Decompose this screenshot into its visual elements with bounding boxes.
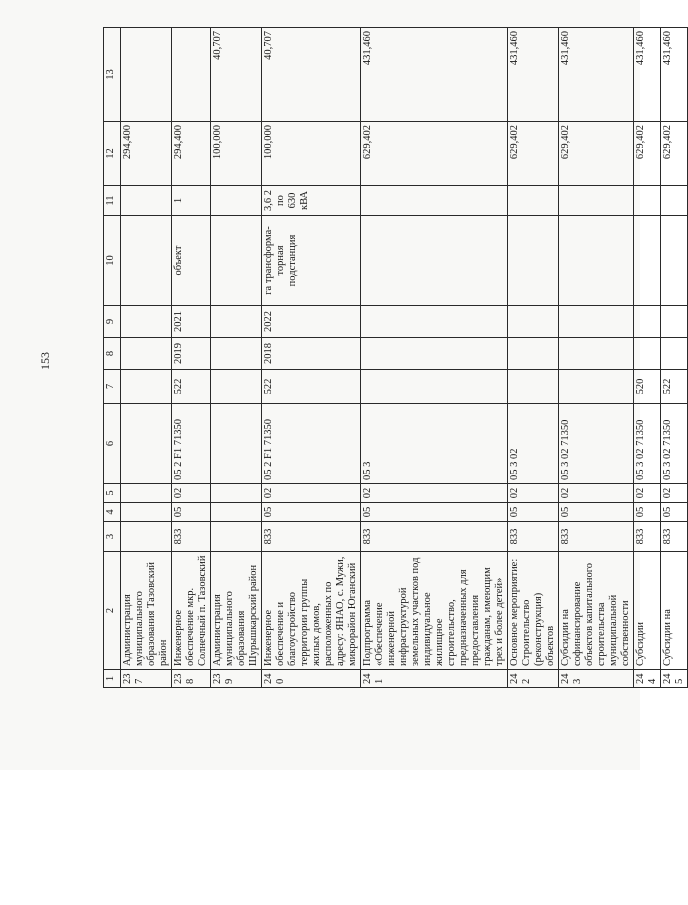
cell-capacity xyxy=(508,186,559,216)
cell-start-year xyxy=(661,338,688,370)
cell-end-year xyxy=(361,306,508,338)
table-row xyxy=(508,28,559,688)
row-name: Администрация муниципального образования Шурышкарский район xyxy=(211,552,262,670)
row-number: 242 xyxy=(508,670,559,688)
cell-end-year xyxy=(559,306,634,338)
cell-end-year xyxy=(661,306,688,338)
row-number: 241 xyxy=(361,670,508,688)
cell-target-code: 05 2 F1 71350 xyxy=(172,404,211,484)
column-header: 8 xyxy=(104,338,121,370)
cell-amount-2: 40,707 xyxy=(262,28,361,122)
cell-grbs: 833 xyxy=(361,522,508,552)
cell-start-year xyxy=(361,338,508,370)
cell-amount-2: 431,460 xyxy=(361,28,508,122)
row-number: 238 xyxy=(172,670,211,688)
row-name: Подпрограмма «Обеспечение инженерной инфраструктурой земельных участков под индивидуальное жилищное строительство, предназначенных для предоставления гражданам, имеющим трех и более детей» xyxy=(361,552,508,670)
column-header: 9 xyxy=(104,306,121,338)
cell-unit xyxy=(361,216,508,306)
column-header: 1 xyxy=(104,670,121,688)
column-header: 7 xyxy=(104,370,121,404)
budget-table xyxy=(103,27,688,688)
column-header: 5 xyxy=(104,484,121,503)
cell-section: 05 xyxy=(361,503,508,522)
cell-subsection: 02 xyxy=(361,484,508,503)
cell-amount-1: 629,402 xyxy=(361,122,508,186)
cell-capacity xyxy=(211,186,262,216)
cell-expense-type xyxy=(361,370,508,404)
cell-subsection: 02 xyxy=(559,484,634,503)
cell-grbs: 833 xyxy=(172,522,211,552)
cell-unit: объект xyxy=(172,216,211,306)
cell-section xyxy=(211,503,262,522)
cell-end-year: 2022 xyxy=(262,306,361,338)
row-name: Субсидии xyxy=(634,552,661,670)
cell-end-year xyxy=(508,306,559,338)
cell-unit xyxy=(559,216,634,306)
cell-capacity: 1 xyxy=(172,186,211,216)
cell-section: 05 xyxy=(661,503,688,522)
cell-subsection: 02 xyxy=(172,484,211,503)
cell-unit xyxy=(211,216,262,306)
cell-end-year: 2021 xyxy=(172,306,211,338)
row-name: Инженерное обеспечение мкр. Солнечный п. Тазовский xyxy=(172,552,211,670)
cell-target-code: 05 3 02 71350 xyxy=(661,404,688,484)
cell-expense-type xyxy=(121,370,172,404)
table-row xyxy=(634,28,661,688)
cell-expense-type xyxy=(559,370,634,404)
cell-section: 05 xyxy=(559,503,634,522)
cell-start-year xyxy=(559,338,634,370)
cell-subsection xyxy=(211,484,262,503)
table-row xyxy=(661,28,688,688)
cell-section: 05 xyxy=(634,503,661,522)
column-header: 2 xyxy=(104,552,121,670)
cell-amount-2: 431,460 xyxy=(508,28,559,122)
cell-end-year xyxy=(634,306,661,338)
cell-amount-1: 294,400 xyxy=(121,122,172,186)
cell-amount-1: 629,402 xyxy=(508,122,559,186)
cell-expense-type xyxy=(508,370,559,404)
cell-amount-2 xyxy=(121,28,172,122)
row-number: 240 xyxy=(262,670,361,688)
rotated-table-container xyxy=(103,28,685,688)
cell-grbs: 833 xyxy=(634,522,661,552)
cell-grbs: 833 xyxy=(262,522,361,552)
table-row xyxy=(361,28,508,688)
cell-capacity xyxy=(634,186,661,216)
cell-unit xyxy=(661,216,688,306)
cell-section: 05 xyxy=(262,503,361,522)
cell-amount-1: 294,400 xyxy=(172,122,211,186)
cell-section xyxy=(121,503,172,522)
cell-amount-1: 629,402 xyxy=(661,122,688,186)
cell-grbs: 833 xyxy=(661,522,688,552)
column-header: 13 xyxy=(104,28,121,122)
row-name: Инженерное обеспечение и благоустройство территории группы жилых домов, расположенных по адресу: ЯНАО, с. Мужи, микрорайон Юганский xyxy=(262,552,361,670)
cell-amount-2 xyxy=(172,28,211,122)
cell-unit xyxy=(634,216,661,306)
row-number: 239 xyxy=(211,670,262,688)
table-row xyxy=(121,28,172,688)
row-name: Основное мероприятие: Строительство (реконструкция) объектов xyxy=(508,552,559,670)
cell-section: 05 xyxy=(172,503,211,522)
page-number: 153 xyxy=(38,352,52,370)
cell-subsection: 02 xyxy=(262,484,361,503)
cell-amount-1: 629,402 xyxy=(634,122,661,186)
column-header: 6 xyxy=(104,404,121,484)
table-row xyxy=(211,28,262,688)
row-number: 244 xyxy=(634,670,661,688)
cell-capacity xyxy=(661,186,688,216)
cell-capacity xyxy=(559,186,634,216)
cell-amount-2: 431,460 xyxy=(559,28,634,122)
table-row xyxy=(262,28,361,688)
header-row xyxy=(104,28,121,688)
cell-end-year xyxy=(121,306,172,338)
table-row xyxy=(559,28,634,688)
cell-expense-type: 522 xyxy=(661,370,688,404)
row-name: Администрация муниципального образования Тазовский район xyxy=(121,552,172,670)
row-name: Субсидии на софинансирование объектов капитального строительства муниципальной собственности xyxy=(559,552,634,670)
cell-subsection: 02 xyxy=(661,484,688,503)
cell-subsection: 02 xyxy=(508,484,559,503)
column-header: 11 xyxy=(104,186,121,216)
cell-capacity xyxy=(121,186,172,216)
column-header: 12 xyxy=(104,122,121,186)
cell-target-code: 05 3 02 xyxy=(508,404,559,484)
cell-grbs xyxy=(211,522,262,552)
cell-unit: га трансформа-торная подстанция xyxy=(262,216,361,306)
cell-expense-type: 522 xyxy=(262,370,361,404)
cell-amount-2: 431,460 xyxy=(634,28,661,122)
cell-unit xyxy=(121,216,172,306)
cell-amount-1: 629,402 xyxy=(559,122,634,186)
cell-start-year xyxy=(508,338,559,370)
row-number: 245 xyxy=(661,670,688,688)
cell-start-year xyxy=(121,338,172,370)
cell-amount-1: 100,000 xyxy=(211,122,262,186)
cell-capacity: 3,6 2 по 630 кВА xyxy=(262,186,361,216)
row-number: 243 xyxy=(559,670,634,688)
cell-grbs xyxy=(121,522,172,552)
column-header: 4 xyxy=(104,503,121,522)
cell-subsection xyxy=(121,484,172,503)
cell-expense-type: 522 xyxy=(172,370,211,404)
cell-target-code: 05 3 02 71350 xyxy=(634,404,661,484)
cell-expense-type: 520 xyxy=(634,370,661,404)
column-header: 3 xyxy=(104,522,121,552)
cell-target-code: 05 2 F1 71350 xyxy=(262,404,361,484)
cell-end-year xyxy=(211,306,262,338)
cell-grbs: 833 xyxy=(508,522,559,552)
column-header: 10 xyxy=(104,216,121,306)
cell-start-year: 2019 xyxy=(172,338,211,370)
row-name: Субсидии на xyxy=(661,552,688,670)
row-number: 237 xyxy=(121,670,172,688)
cell-amount-2: 40,707 xyxy=(211,28,262,122)
cell-start-year xyxy=(634,338,661,370)
cell-grbs: 833 xyxy=(559,522,634,552)
cell-target-code xyxy=(211,404,262,484)
cell-start-year xyxy=(211,338,262,370)
cell-amount-1: 100,000 xyxy=(262,122,361,186)
table-row xyxy=(172,28,211,688)
cell-subsection: 02 xyxy=(634,484,661,503)
cell-amount-2: 431,460 xyxy=(661,28,688,122)
cell-expense-type xyxy=(211,370,262,404)
cell-section: 05 xyxy=(508,503,559,522)
cell-target-code: 05 3 02 71350 xyxy=(559,404,634,484)
cell-start-year: 2018 xyxy=(262,338,361,370)
cell-capacity xyxy=(361,186,508,216)
cell-target-code: 05 3 xyxy=(361,404,508,484)
cell-target-code xyxy=(121,404,172,484)
cell-unit xyxy=(508,216,559,306)
